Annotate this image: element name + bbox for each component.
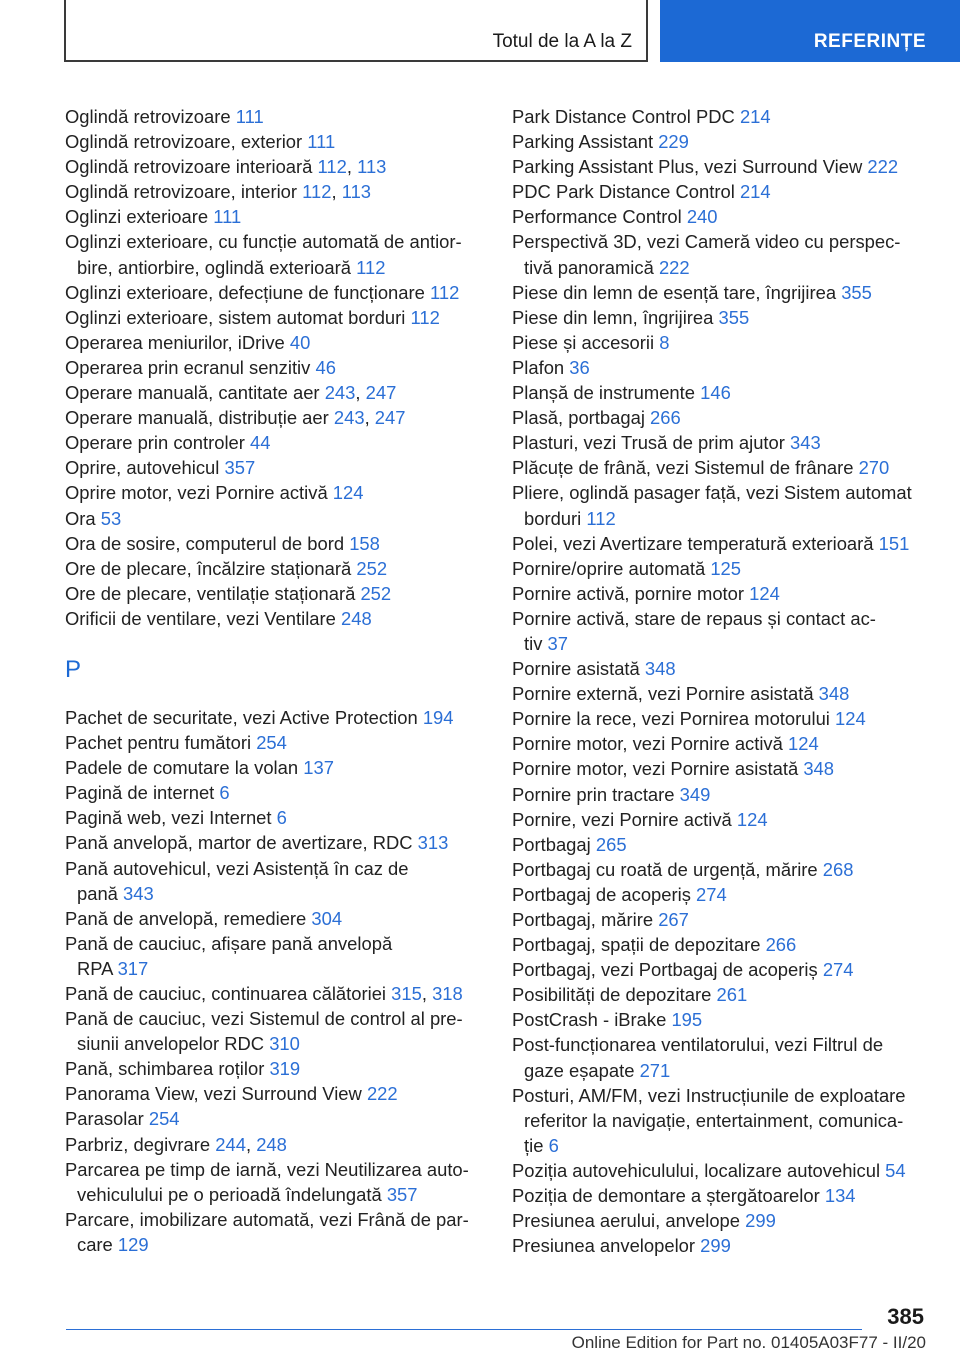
page-reference-link[interactable]: 355 [718, 306, 750, 328]
page-reference-link[interactable]: 247 [365, 382, 397, 404]
index-entry-text: Pornire activă, stare de repaus și contact ac- [512, 607, 876, 629]
index-entry [512, 907, 932, 932]
page-reference-link[interactable]: 112 [302, 181, 332, 203]
index-entry-text: Pornire, vezi Pornire activă [512, 808, 732, 830]
index-entry [512, 832, 932, 857]
index-entry: Operare manuală, distribuție aer 243, 247 [65, 407, 406, 429]
index-entry-text: Pornire motor, vezi Pornire asistată [512, 758, 799, 780]
index-entry [65, 1106, 480, 1131]
index-entry [65, 506, 480, 531]
page-reference-link[interactable]: 40 [289, 331, 311, 353]
index-entry-text: Parasolar [65, 1108, 144, 1130]
index-entry [512, 982, 932, 1007]
index-entry-text: Pană de cauciuc, continuarea călătoriei [65, 983, 387, 1004]
index-entry-text: Orificii de ventilare, vezi Ventilare [65, 607, 336, 629]
page-reference-link[interactable]: 254 [148, 1108, 180, 1130]
index-entry [65, 931, 480, 956]
index-entry-text: Ore de plecare, ventilație staționară [65, 582, 356, 604]
index-entry [65, 1056, 480, 1081]
page-reference-link[interactable]: 46 [315, 356, 336, 378]
index-entry [65, 1232, 480, 1257]
page-reference-link[interactable]: 113 [357, 156, 387, 178]
index-entry [65, 330, 480, 355]
index-entry-text: Pornire asistată [512, 658, 640, 680]
page-reference-link[interactable]: 112 [586, 507, 616, 529]
index-entry [512, 280, 932, 305]
index-entry [65, 906, 480, 931]
index-entry-text: Pornire/oprire automată [512, 557, 706, 579]
index-entry [65, 204, 480, 229]
index-entry [65, 1157, 480, 1182]
index-entry-text: Oglinzi exterioare [65, 206, 209, 228]
page-reference-link[interactable]: 137 [303, 757, 334, 779]
index-entry: Operare manuală, cantitate aer 243, 247 [65, 382, 397, 404]
index-entry-text: borduri [524, 507, 582, 529]
index-entry-text: Performance Control [512, 206, 682, 228]
page-reference-link[interactable]: 348 [644, 658, 676, 680]
index-entry-text: Oprire motor, vezi Pornire activă [65, 482, 328, 504]
index-entry [65, 1182, 480, 1207]
index-entry-text: Poziția de demontare a ștergătoarelor [512, 1185, 820, 1207]
index-entry-text: Polei, vezi Avertizare temperatură exterioară [512, 532, 874, 554]
page-reference-link[interactable]: 304 [311, 907, 343, 929]
index-entry [65, 956, 480, 981]
page-reference-link[interactable]: 112 [429, 281, 460, 303]
page-reference-link[interactable]: 53 [100, 507, 122, 529]
index-entry-text: Presiunea aerului, anvelope [512, 1210, 740, 1232]
index-entry-text: Pană autovehicul, vezi Asistență în caz de [65, 857, 409, 879]
index-entry [65, 581, 480, 606]
index-entry [512, 455, 932, 480]
index-entry [65, 830, 480, 855]
index-entry-text: Oglindă retrovizoare interioară [65, 156, 313, 178]
index-section-letter: P [65, 655, 82, 683]
index-entry-text: Operarea prin ecranul senzitiv [65, 356, 311, 378]
page-reference-link[interactable]: 112 [410, 306, 440, 328]
page-reference-link[interactable]: 274 [696, 883, 727, 905]
index-entry [65, 229, 480, 254]
page-reference-link[interactable]: 348 [803, 758, 835, 780]
index-entry-text: Presiunea anvelopelor [512, 1235, 696, 1257]
index-entry [512, 957, 932, 982]
index-entry-text: Portbagaj de acoperiș [512, 883, 691, 905]
page-reference-link[interactable]: 254 [256, 732, 287, 754]
page-reference-link[interactable]: 124 [749, 582, 780, 604]
page-reference-link[interactable]: 113 [341, 181, 372, 203]
index-entry [512, 129, 932, 154]
index-entry [65, 730, 480, 755]
index-entry [65, 556, 480, 581]
index-entry-text: siunii anvelopelor RDC [77, 1033, 265, 1055]
index-entry [65, 129, 480, 154]
page-reference-link[interactable]: 348 [818, 683, 850, 705]
page-reference-link[interactable]: 125 [710, 557, 742, 579]
page-reference-link[interactable]: 214 [739, 181, 771, 203]
page-reference-link[interactable]: 343 [790, 432, 821, 454]
index-entry-text: ție [524, 1134, 544, 1156]
index-entry [512, 756, 932, 781]
page-reference-link[interactable]: 134 [824, 1185, 856, 1207]
page-reference-link[interactable]: 274 [822, 959, 854, 981]
index-entry [65, 480, 480, 505]
index-entry: Parbriz, degivrare 244, 248 [65, 1133, 287, 1155]
index-entry [65, 531, 480, 556]
page-reference-link[interactable]: 6 [276, 807, 287, 829]
index-entry-text: Operarea meniurilor, iDrive [65, 331, 285, 353]
index-entry-text: RPA [77, 957, 113, 979]
index-entry-text: Pagină de internet [65, 782, 215, 804]
index-entry [512, 857, 932, 882]
index-entry-text: bire, antiorbire, oglindă exterioară [77, 256, 351, 278]
index-entry-text: Pornire prin tractare [512, 783, 675, 805]
index-entry-text: Plafon [512, 356, 565, 378]
page-reference-link[interactable]: 313 [417, 832, 449, 854]
index-entry [512, 204, 932, 229]
page-reference-link[interactable]: 266 [765, 934, 797, 956]
index-entry [512, 531, 932, 556]
page-reference-link[interactable]: 111 [307, 131, 336, 153]
index-column-left [65, 104, 480, 1257]
index-entry-text: Pagină web, vezi Internet [65, 807, 272, 829]
index-entry-text: tivă panoramică [524, 256, 654, 278]
page-reference-link[interactable]: 319 [269, 1058, 301, 1080]
index-entry-text: Oglinzi exterioare, sistem automat borduri [65, 306, 406, 328]
index-entry [512, 807, 932, 832]
index-entry-text: Operare prin controler [65, 432, 245, 454]
page-reference-link[interactable]: 261 [716, 984, 748, 1006]
index-entry-text: Piese și accesorii [512, 331, 655, 353]
index-entry [65, 780, 480, 805]
index-entry [512, 154, 932, 179]
index-entry-text: Oglindă retrovizoare, exterior [65, 131, 303, 153]
index-entry-text: Pornire motor, vezi Pornire activă [512, 733, 783, 755]
page-reference-link[interactable]: 299 [745, 1210, 776, 1232]
index-column-right [512, 104, 932, 1258]
page-reference-link[interactable]: 265 [595, 833, 627, 855]
index-entry-text: vehiculului pe o perioadă îndelungată [77, 1183, 382, 1205]
index-entry [65, 104, 480, 129]
page-reference-link[interactable]: 243 [333, 407, 365, 429]
page-reference-link[interactable]: 252 [356, 557, 388, 579]
page-reference-link[interactable]: 299 [700, 1235, 731, 1257]
index-entry-text: Oglindă retrovizoare, interior [65, 181, 298, 203]
index-entry [512, 1158, 932, 1183]
index-entry [512, 681, 932, 706]
index-entry-text: Oprire, autovehicul [65, 457, 220, 479]
index-entry [512, 355, 932, 380]
page-reference-link[interactable]: 6 [219, 782, 230, 804]
page-reference-link[interactable]: 214 [739, 106, 771, 127]
index-entry-text: Perspectivă 3D, vezi Cameră video cu perspec- [512, 231, 901, 253]
index-entry [512, 330, 932, 355]
index-entry [512, 932, 932, 957]
page-reference-link[interactable]: 158 [349, 532, 380, 554]
index-entry-text: Portbagaj, vezi Portbagaj de acoperiș [512, 959, 818, 981]
index-entry [512, 1108, 932, 1133]
index-entry-text: Ora de sosire, computerul de bord [65, 532, 345, 554]
index-entry-text: Pană de anvelopă, remediere [65, 907, 307, 929]
page-reference-link[interactable]: 310 [269, 1033, 300, 1055]
index-entry [512, 506, 932, 531]
index-entry [512, 179, 932, 204]
index-entry [512, 229, 932, 254]
index-entry [512, 556, 932, 581]
index-entry-text: Poziția autovehiculului, localizare autovehicul [512, 1159, 881, 1181]
chapter-title: REFERINȚE [813, 31, 926, 52]
index-entry [512, 480, 932, 505]
index-entry-text: Parking Assistant Plus, vezi Surround View [512, 156, 863, 178]
page-reference-link[interactable]: 195 [671, 1009, 703, 1031]
index-entry-text: Oglinzi exterioare, defecțiune de funcționare [65, 281, 425, 303]
index-entry-text: gaze eșapate [524, 1059, 635, 1081]
index-entry-text: Oglinzi exterioare, cu funcție automată de antior- [65, 231, 462, 253]
index-entry [512, 656, 932, 681]
page-reference-link[interactable]: 270 [858, 457, 890, 479]
index-entry-text: Posibilități de depozitare [512, 984, 712, 1006]
index-entry-text: Parking Assistant [512, 131, 654, 153]
index-entry-text: Pană de cauciuc, vezi Sistemul de control al pre- [65, 1008, 463, 1030]
index-entry-text: PostCrash - iBrake [512, 1009, 667, 1031]
index-entry-text: tiv [524, 632, 543, 654]
index-entry-text: Portbagaj, mărire [512, 909, 654, 930]
index-entry [65, 430, 480, 455]
index-entry-text: Portbagaj [512, 833, 591, 855]
page-reference-link[interactable]: 355 [841, 281, 872, 303]
index-entry [512, 405, 932, 430]
index-entry [65, 1207, 480, 1232]
page-reference-link[interactable]: 247 [374, 407, 406, 429]
edition-footer: Online Edition for Part no. 01405A03F77 - II/20 [571, 1333, 926, 1352]
page-reference-link[interactable]: 266 [650, 407, 681, 429]
index-entry [512, 1133, 932, 1158]
index-entry-text: Operare manuală, distribuție aer [65, 407, 329, 429]
index-entry [65, 881, 480, 906]
index-entry-text: Pornire activă, pornire motor [512, 582, 745, 604]
index-entry [65, 805, 480, 830]
index-entry [512, 255, 932, 280]
index-entry [512, 581, 932, 606]
page-reference-link[interactable]: 248 [256, 1133, 287, 1155]
page-reference-link[interactable]: 349 [679, 783, 711, 805]
index-entry-text: PDC Park Distance Control [512, 181, 735, 203]
page-reference-link[interactable]: 124 [787, 733, 819, 755]
index-entry [512, 1083, 932, 1108]
header-chapter-tab[interactable] [660, 0, 960, 62]
page-reference-link[interactable]: 268 [822, 858, 854, 880]
index-entry [512, 1208, 932, 1233]
index-entry-text: pană [77, 882, 118, 904]
page-reference-link[interactable]: 240 [686, 206, 718, 228]
page-reference-link[interactable]: 8 [659, 331, 670, 353]
index-entry [512, 782, 932, 807]
index-entry [65, 455, 480, 480]
page-reference-link[interactable]: 229 [658, 131, 689, 153]
index-entry-text: Parcarea pe timp de iarnă, vezi Neutilizarea auto- [65, 1158, 469, 1180]
page-reference-link[interactable]: 151 [878, 532, 910, 554]
index-entry-text: Pachet de securitate, vezi Active Protection [65, 706, 418, 728]
header-section-tab [64, 0, 648, 62]
index-entry-text: Pachet pentru fumători [65, 732, 252, 754]
page-reference-link[interactable]: 222 [867, 156, 899, 178]
index-entry [65, 705, 480, 730]
index-entry-text: Pană anvelopă, martor de avertizare, RDC [65, 832, 413, 854]
index-entry [65, 856, 480, 881]
index-entry-text: Plasturi, vezi Trusă de prim ajutor [512, 432, 785, 454]
index-entry [65, 1006, 480, 1031]
index-entry [65, 1081, 480, 1106]
index-entry-text: Pliere, oglindă pasager față, vezi Sistem automat [512, 482, 912, 504]
index-entry [65, 355, 480, 380]
index-entry [512, 606, 932, 631]
index-entry-text: Plăcuțe de frână, vezi Sistemul de frânare [512, 457, 854, 479]
page-reference-link[interactable]: 222 [366, 1083, 398, 1105]
index-entry: Oglindă retrovizoare interioară 112, 113 [65, 156, 387, 178]
page-reference-link[interactable]: 357 [386, 1183, 418, 1205]
page-reference-link[interactable]: 54 [885, 1159, 906, 1181]
index-entry-text: Pană, schimbarea roților [65, 1058, 265, 1080]
index-entry [65, 606, 480, 631]
index-entry: Pană de cauciuc, continuarea călătoriei 315, 318 [65, 983, 463, 1004]
index-entry [512, 631, 932, 656]
page-reference-link[interactable]: 317 [117, 957, 149, 979]
index-entry-text: Piese din lemn, îngrijirea [512, 306, 714, 328]
page-reference-link[interactable]: 343 [123, 882, 154, 904]
section-title: Totul de la A la Z [492, 31, 632, 52]
index-entry-text: Panorama View, vezi Surround View [65, 1083, 362, 1105]
page-reference-link[interactable]: 222 [658, 256, 690, 278]
page-reference-link[interactable]: 124 [736, 808, 768, 830]
page-reference-link[interactable]: 252 [360, 582, 392, 604]
page-reference-link[interactable]: 146 [700, 382, 731, 404]
index-entry-text: Pană de cauciuc, afișare pană anvelopă [65, 932, 393, 954]
index-entry [65, 1031, 480, 1056]
index-entry [65, 255, 480, 280]
page-number: 385 [887, 1304, 924, 1329]
index-entry [65, 755, 480, 780]
page-reference-link[interactable]: 36 [569, 356, 590, 378]
page-reference-link[interactable]: 124 [835, 708, 866, 730]
page-reference-link[interactable]: 267 [658, 909, 689, 930]
index-entry-text: Posturi, AM/FM, vezi Instrucțiunile de exploatare [512, 1084, 906, 1106]
page-reference-link[interactable]: 112 [317, 156, 347, 178]
index-entry-text: Post-funcționarea ventilatorului, vezi Filtrul de [512, 1034, 884, 1056]
index-entry-text: Oglindă retrovizoare [65, 106, 231, 127]
index-entry-text: Ore de plecare, încălzire staționară [65, 557, 352, 579]
page-reference-link[interactable]: 6 [548, 1134, 559, 1156]
index-entry [512, 882, 932, 907]
page-reference-link[interactable]: 271 [639, 1059, 671, 1081]
index-entry [512, 1183, 932, 1208]
page-reference-link[interactable]: 244 [215, 1133, 246, 1155]
index-entry-text: Portbagaj, spații de depozitare [512, 934, 761, 956]
index-entry-text: Piese din lemn de esență tare, îngrijirea [512, 281, 837, 303]
index-entry-text: Padele de comutare la volan [65, 757, 299, 779]
index-entry [512, 1032, 932, 1057]
index-entry-text: Planșă de instrumente [512, 382, 695, 404]
page-reference-link[interactable]: 315 [391, 983, 422, 1004]
footer-divider [66, 1329, 862, 1330]
index-entry [512, 706, 932, 731]
page-reference-link[interactable]: 243 [324, 382, 356, 404]
index-entry [512, 104, 932, 129]
page-reference-link[interactable]: 248 [341, 607, 372, 629]
page-reference-link[interactable]: 37 [547, 632, 568, 654]
index-entry-text: Operare manuală, cantitate aer [65, 382, 320, 404]
index-entry: Oglindă retrovizoare, interior 112, 113 [65, 181, 372, 203]
index-entry-text: Portbagaj cu roată de urgență, mărire [512, 858, 818, 880]
index-entry [512, 731, 932, 756]
index-entry-text: Pornire externă, vezi Pornire asistată [512, 683, 814, 705]
page-reference-link[interactable]: 318 [432, 983, 463, 1004]
page-reference-link[interactable]: 111 [235, 106, 264, 127]
index-entry-text: care [77, 1233, 113, 1255]
index-entry [65, 280, 480, 305]
index-entry [512, 430, 932, 455]
page-reference-link[interactable]: 124 [332, 482, 364, 504]
index-entry [65, 305, 480, 330]
page-reference-link[interactable]: 194 [422, 706, 454, 728]
index-entry [512, 305, 932, 330]
page-reference-link[interactable]: 112 [356, 256, 386, 278]
index-entry [512, 1233, 932, 1258]
index-entry-text: Plasă, portbagaj [512, 407, 645, 429]
index-entry-text: Pornire la rece, vezi Pornirea motorului [512, 708, 830, 730]
page-reference-link[interactable]: 129 [117, 1233, 149, 1255]
index-entry [512, 1007, 932, 1032]
page-reference-link[interactable]: 357 [224, 457, 256, 479]
index-entry-text: referitor la navigație, entertainment, comunica- [524, 1109, 904, 1131]
page-reference-link[interactable]: 44 [250, 432, 271, 454]
index-entry [512, 380, 932, 405]
index-entry-text: Ora [65, 507, 96, 529]
index-entry-text: Parcare, imobilizare automată, vezi Frână de par- [65, 1208, 469, 1230]
page-reference-link[interactable]: 111 [213, 206, 242, 228]
index-entry-text: Park Distance Control PDC [512, 106, 735, 127]
index-entry [512, 1058, 932, 1083]
index-entry-text: Parbriz, degivrare [65, 1133, 211, 1155]
